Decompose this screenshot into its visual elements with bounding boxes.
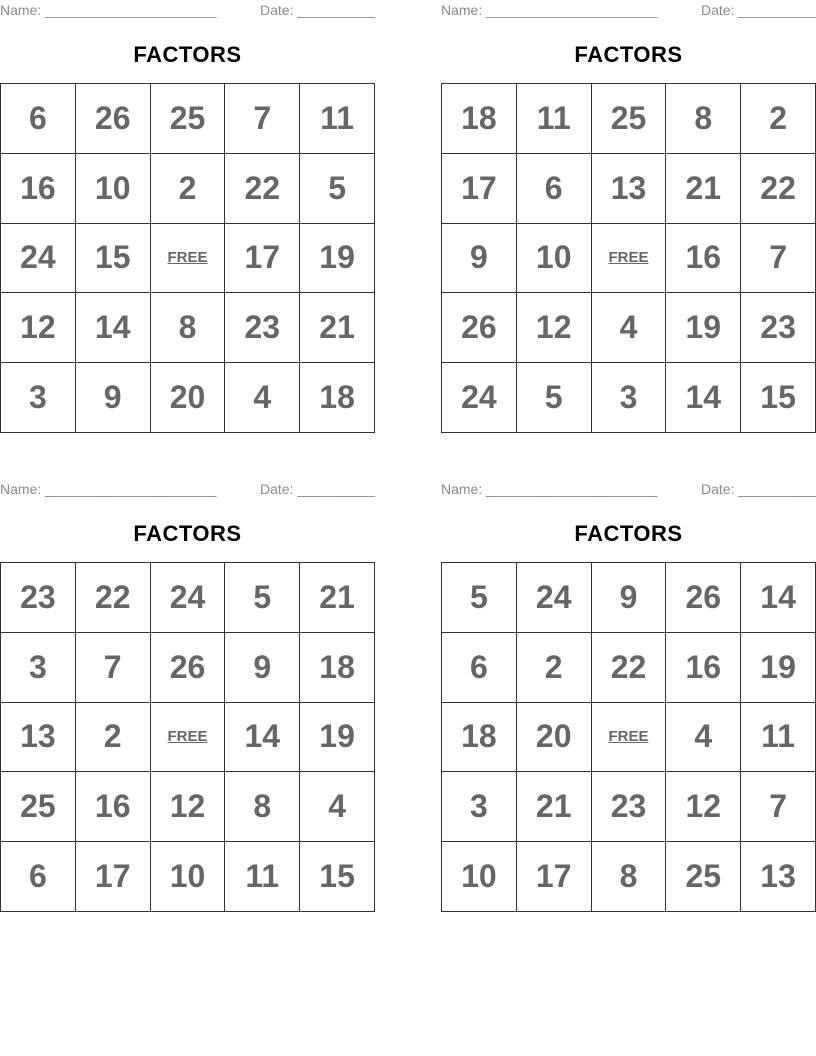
date-field: Date: __________ — [701, 481, 816, 497]
bingo-cell: 17 — [442, 154, 517, 224]
name-field: Name: ______________________ — [0, 2, 217, 18]
bingo-cell: 19 — [300, 703, 375, 773]
bingo-cell: 9 — [592, 563, 667, 633]
bingo-cell: 12 — [666, 772, 741, 842]
card-title: FACTORS — [574, 521, 683, 546]
bingo-card — [0, 0, 375, 440]
free-space-cell: FREE — [592, 224, 667, 294]
bingo-cell: 8 — [151, 293, 226, 363]
bingo-cell: 24 — [151, 563, 226, 633]
bingo-cell: 6 — [517, 154, 592, 224]
bingo-cell: 6 — [1, 842, 76, 912]
bingo-cell: 12 — [517, 293, 592, 363]
bingo-cell: 7 — [741, 772, 816, 842]
bingo-cell: 24 — [1, 224, 76, 294]
card-header — [0, 2, 375, 20]
bingo-cell: 11 — [741, 703, 816, 773]
bingo-cell: 20 — [151, 363, 226, 433]
bingo-cell: 7 — [76, 633, 151, 703]
bingo-cell: 12 — [151, 772, 226, 842]
date-field: Date: __________ — [260, 2, 376, 18]
bingo-cell: 4 — [666, 703, 741, 773]
date-field: Date: __________ — [260, 481, 376, 497]
bingo-cell: 8 — [666, 84, 741, 154]
card-title: FACTORS — [133, 42, 242, 67]
bingo-cell: 18 — [300, 363, 375, 433]
bingo-cell: 17 — [517, 842, 592, 912]
bingo-cell: 15 — [741, 363, 816, 433]
bingo-cell: 18 — [442, 703, 517, 773]
bingo-cell: 23 — [1, 563, 76, 633]
card-title: FACTORS — [574, 42, 683, 67]
card-title: FACTORS — [133, 521, 242, 546]
card-header — [0, 481, 375, 499]
bingo-cell: 14 — [76, 293, 151, 363]
bingo-cell: 23 — [741, 293, 816, 363]
bingo-cell: 7 — [225, 84, 300, 154]
name-field: Name: ______________________ — [441, 481, 658, 497]
bingo-cell: 16 — [1, 154, 76, 224]
bingo-cell: 21 — [666, 154, 741, 224]
bingo-cell: 2 — [76, 703, 151, 773]
bingo-cell: 16 — [76, 772, 151, 842]
card-header — [441, 2, 816, 20]
bingo-cell: 25 — [592, 84, 667, 154]
bingo-cell: 10 — [76, 154, 151, 224]
bingo-cell: 14 — [666, 363, 741, 433]
bingo-cell: 18 — [300, 633, 375, 703]
bingo-cell: 3 — [592, 363, 667, 433]
free-space-cell: FREE — [151, 224, 226, 294]
free-space-cell: FREE — [592, 703, 667, 773]
card-header — [441, 481, 816, 499]
bingo-grid — [441, 83, 816, 433]
bingo-cell: 21 — [300, 293, 375, 363]
bingo-card — [0, 479, 375, 919]
bingo-cell: 7 — [741, 224, 816, 294]
bingo-cell: 23 — [225, 293, 300, 363]
bingo-cell: 3 — [442, 772, 517, 842]
date-field: Date: __________ — [701, 2, 816, 18]
bingo-cell: 25 — [151, 84, 226, 154]
bingo-cell: 22 — [741, 154, 816, 224]
bingo-cell: 12 — [1, 293, 76, 363]
bingo-grid — [0, 562, 375, 912]
bingo-cell: 11 — [517, 84, 592, 154]
bingo-cell: 2 — [151, 154, 226, 224]
bingo-cell: 13 — [1, 703, 76, 773]
bingo-cell: 6 — [442, 633, 517, 703]
bingo-cell: 17 — [76, 842, 151, 912]
bingo-cell: 8 — [592, 842, 667, 912]
name-field: Name: ______________________ — [0, 481, 217, 497]
bingo-cell: 24 — [517, 563, 592, 633]
bingo-cell: 21 — [517, 772, 592, 842]
bingo-cell: 10 — [517, 224, 592, 294]
bingo-cell: 13 — [741, 842, 816, 912]
bingo-cell: 9 — [76, 363, 151, 433]
bingo-cell: 25 — [1, 772, 76, 842]
bingo-cell: 14 — [225, 703, 300, 773]
name-field: Name: ______________________ — [441, 2, 658, 18]
bingo-cell: 5 — [300, 154, 375, 224]
bingo-cell: 17 — [225, 224, 300, 294]
bingo-cell: 2 — [741, 84, 816, 154]
bingo-cell: 10 — [151, 842, 226, 912]
bingo-cell: 5 — [225, 563, 300, 633]
free-space-cell: FREE — [151, 703, 226, 773]
bingo-cell: 25 — [666, 842, 741, 912]
bingo-cell: 23 — [592, 772, 667, 842]
bingo-cell: 19 — [741, 633, 816, 703]
bingo-cell: 11 — [300, 84, 375, 154]
bingo-cell: 15 — [76, 224, 151, 294]
bingo-cell: 5 — [442, 563, 517, 633]
bingo-cell: 21 — [300, 563, 375, 633]
bingo-cell: 9 — [225, 633, 300, 703]
bingo-cell: 19 — [666, 293, 741, 363]
bingo-cell: 16 — [666, 224, 741, 294]
bingo-cell: 4 — [592, 293, 667, 363]
bingo-cell: 8 — [225, 772, 300, 842]
bingo-cell: 10 — [442, 842, 517, 912]
bingo-cell: 2 — [517, 633, 592, 703]
bingo-card — [441, 479, 816, 919]
bingo-cell: 24 — [442, 363, 517, 433]
bingo-cell: 22 — [76, 563, 151, 633]
bingo-cell: 15 — [300, 842, 375, 912]
bingo-cell: 3 — [1, 363, 76, 433]
bingo-cell: 11 — [225, 842, 300, 912]
bingo-cell: 26 — [76, 84, 151, 154]
bingo-cell: 22 — [592, 633, 667, 703]
bingo-cell: 18 — [442, 84, 517, 154]
bingo-cell: 26 — [442, 293, 517, 363]
bingo-card — [441, 0, 816, 440]
bingo-cell: 4 — [225, 363, 300, 433]
bingo-cell: 4 — [300, 772, 375, 842]
bingo-cell: 22 — [225, 154, 300, 224]
bingo-cell: 26 — [151, 633, 226, 703]
bingo-cell: 3 — [1, 633, 76, 703]
bingo-cell: 20 — [517, 703, 592, 773]
bingo-cell: 13 — [592, 154, 667, 224]
bingo-cell: 19 — [300, 224, 375, 294]
bingo-grid — [441, 562, 816, 912]
bingo-cell: 9 — [442, 224, 517, 294]
bingo-cell: 16 — [666, 633, 741, 703]
bingo-cell: 26 — [666, 563, 741, 633]
bingo-grid — [0, 83, 375, 433]
bingo-cell: 6 — [1, 84, 76, 154]
bingo-cell: 5 — [517, 363, 592, 433]
bingo-cell: 14 — [741, 563, 816, 633]
